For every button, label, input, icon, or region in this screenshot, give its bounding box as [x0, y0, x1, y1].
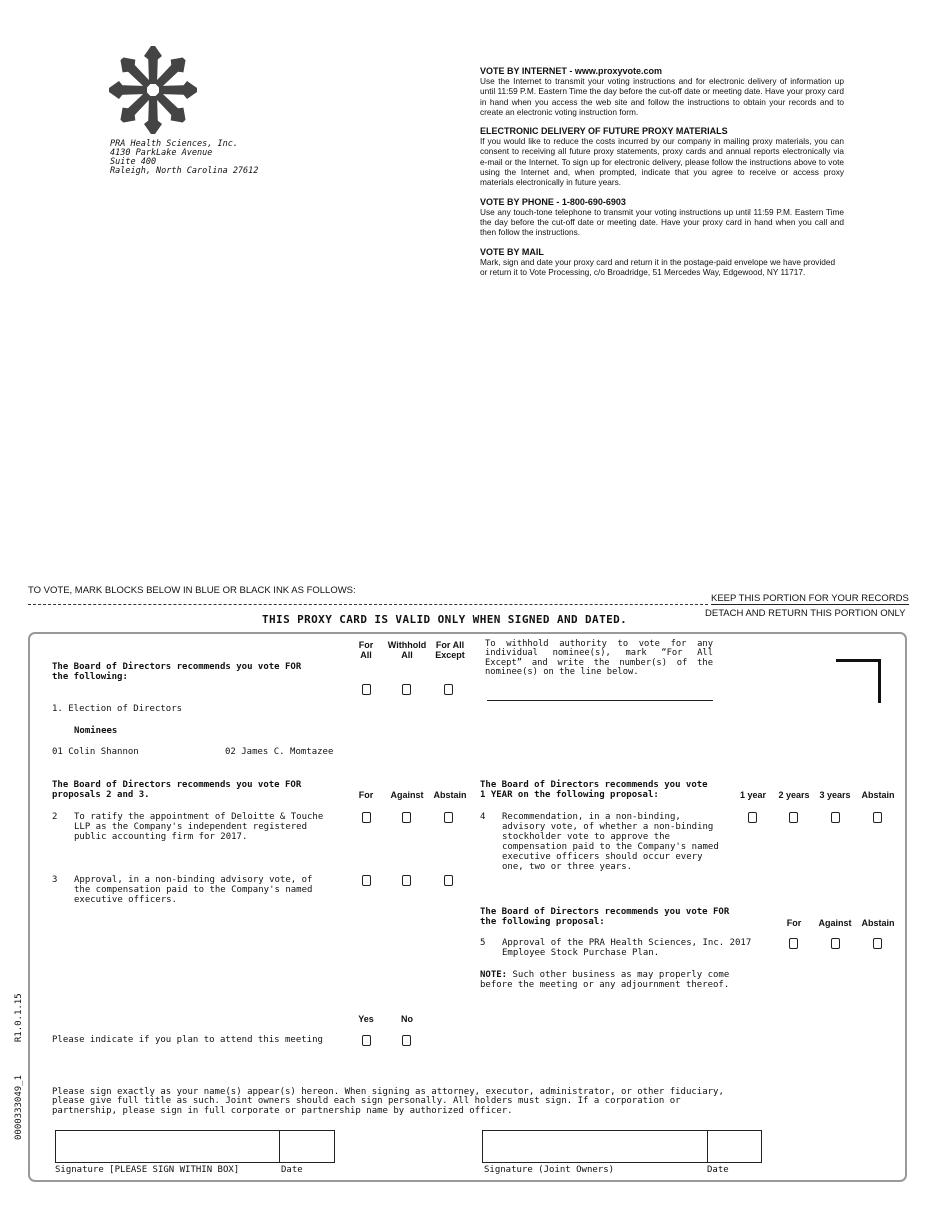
- checkbox-p5-for[interactable]: [789, 938, 798, 949]
- company-address: [110, 140, 310, 176]
- joint-signature-label: Signature (Joint Owners): [484, 1165, 615, 1175]
- nominees-label: Nominees: [74, 726, 118, 736]
- mail-vote-text: Mark, sign and date your proxy card and return it in the postage-paid envelope we have provided or return it to Vote Processing, c/o Broadridge, 51 Mercedes Way, Edgewood, NY 11717.: [480, 256, 836, 277]
- checkbox-for-all[interactable]: [362, 684, 371, 695]
- detach-portion-label: DETACH AND RETURN THIS PORTION ONLY: [705, 608, 906, 619]
- attend-question: Please indicate if you plan to attend this meeting: [52, 1035, 323, 1045]
- date-label: Date: [281, 1165, 303, 1175]
- electronic-delivery-text: If you would like to reduce the costs incurred by our company in mailing proxy materials, you can consent to receiving all future proxy statements, proxy cards and annual reports electronically via e-mail or the Internet. To sign up for electronic delivery, please follow the instructions above to vote using the Internet and, when prompted, indicate that you agree to receive or access proxy materials electronically in future years.: [480, 136, 844, 188]
- proposal-4-text: Recommendation, in a non-binding, advisory vote, of whether a non-binding stockholder vote to approve the compensation paid to the Company's named executive officers should occur every one, two or three years.: [502, 812, 719, 872]
- checkbox-p3-against[interactable]: [402, 875, 411, 886]
- electronic-delivery-title: ELECTRONIC DELIVERY OF FUTURE PROXY MATERIALS: [480, 126, 728, 137]
- checkbox-p3-for[interactable]: [362, 875, 371, 886]
- joint-signature-box[interactable]: [482, 1130, 708, 1163]
- checkbox-p2-for[interactable]: [362, 812, 371, 823]
- col-for-all-except: For All Except: [435, 640, 465, 660]
- proposal-3-text: Approval, in a non-binding advisory vote, of the compensation paid to the Company's named executive officers.: [74, 875, 313, 905]
- internet-vote-text: Use the Internet to transmit your voting instructions and for electronic delivery of information up until 11:59 P.M. Eastern Time the day before the cut-off date or meeting date. Have your proxy card in hand when you access the web site and follow the instructions to obtain your records and to create an electronic voting instruction form.: [480, 76, 844, 117]
- col-withhold-all: Withhold All: [387, 640, 427, 660]
- col-abstain-p5: Abstain: [861, 918, 895, 928]
- proposal-5-number: 5: [480, 938, 486, 948]
- address-line-2: Suite 400: [110, 157, 157, 167]
- company-logo: [106, 44, 200, 136]
- mail-vote-title: VOTE BY MAIL: [480, 246, 544, 257]
- note-text: Such other business as may properly come before the meeting or any adjournment thereof.: [480, 970, 730, 990]
- checkbox-p2-abstain[interactable]: [444, 812, 453, 823]
- reference-code: 0000333049_1: [14, 1074, 24, 1140]
- proposal-3-number: 3: [52, 875, 58, 885]
- col-2-years: 2 years: [778, 790, 810, 800]
- col-against: Against: [390, 790, 424, 800]
- col-for-p5: For: [786, 918, 802, 928]
- checkbox-withhold-all[interactable]: [402, 684, 411, 695]
- registration-mark: [836, 659, 881, 703]
- proposal-4-recommendation: The Board of Directors recommends you vote 1 YEAR on the following proposal:: [480, 780, 708, 800]
- note-label: NOTE:: [480, 970, 508, 980]
- nominee-2: 02 James C. Momtazee: [225, 747, 334, 757]
- col-3-years: 3 years: [819, 790, 851, 800]
- side-reference: [14, 993, 24, 1140]
- checkbox-p4-2-years[interactable]: [789, 812, 798, 823]
- withhold-instructions: To withhold authority to vote for any individual nominee(s), mark “For All Except” and write the number(s) of the nominee(s) on the line below.: [485, 639, 713, 678]
- proposals-2-3-recommendation: The Board of Directors recommends you vote FOR proposals 2 and 3.: [52, 780, 302, 800]
- phone-vote-title: VOTE BY PHONE - 1-800-690-6903: [480, 196, 626, 207]
- address-line-3: Raleigh, North Carolina 27612: [110, 166, 259, 176]
- checkbox-p3-abstain[interactable]: [444, 875, 453, 886]
- revision-code: R1.0.1.15: [14, 993, 24, 1043]
- signature-instructions: Please sign exactly as your name(s) appear(s) hereon. When signing as attorney, executor, administrator, or other fiduciary, please give full title as such. Joint owners should each sign personally. All holders must sign. If a corporation or partnership, please sign in full corporate or partnership name by authorized officer.: [52, 1087, 724, 1116]
- note: [480, 970, 738, 990]
- signature-label: Signature [PLEASE SIGN WITHIN BOX]: [55, 1165, 240, 1175]
- checkbox-for-all-except[interactable]: [444, 684, 453, 695]
- address-line-1: 4130 ParkLake Avenue: [110, 148, 213, 158]
- checkbox-p4-abstain[interactable]: [873, 812, 882, 823]
- col-for-all: For All: [358, 640, 374, 660]
- date-box[interactable]: [279, 1130, 335, 1163]
- election-item: 1. Election of Directors: [52, 704, 183, 714]
- col-abstain-p4: Abstain: [861, 790, 895, 800]
- col-abstain: Abstain: [433, 790, 467, 800]
- company-name: PRA Health Sciences, Inc.: [110, 139, 238, 149]
- joint-date-label: Date: [707, 1165, 729, 1175]
- col-1-year: 1 year: [739, 790, 767, 800]
- checkbox-p5-against[interactable]: [831, 938, 840, 949]
- detach-dashed-line: [28, 604, 708, 605]
- checkbox-attend-no[interactable]: [402, 1035, 411, 1046]
- phone-vote-text: Use any touch-tone telephone to transmit your voting instructions up until 11:59 P.M. Eastern Time the day before the cut-off date or meeting date. Have your proxy card in hand when you call and then follow the instructions.: [480, 206, 844, 238]
- joint-date-box[interactable]: [707, 1130, 762, 1163]
- checkbox-p5-abstain[interactable]: [873, 938, 882, 949]
- proposal-4-number: 4: [480, 812, 486, 822]
- nominee-1: 01 Colin Shannon: [52, 747, 139, 757]
- col-against-p5: Against: [818, 918, 852, 928]
- internet-vote-title: VOTE BY INTERNET - www.proxyvote.com: [480, 66, 663, 76]
- checkbox-p2-against[interactable]: [402, 812, 411, 823]
- col-for: For: [358, 790, 374, 800]
- col-yes: Yes: [358, 1014, 374, 1024]
- proposal-2-number: 2: [52, 812, 58, 822]
- checkbox-p4-1-year[interactable]: [748, 812, 757, 823]
- checkbox-p4-3-years[interactable]: [831, 812, 840, 823]
- mark-instruction: TO VOTE, MARK BLOCKS BELOW IN BLUE OR BLACK INK AS FOLLOWS:: [28, 585, 356, 596]
- keep-portion-label: KEEP THIS PORTION FOR YOUR RECORDS: [711, 593, 909, 604]
- proposal-2-text: To ratify the appointment of Deloitte & Touche LLP as the Company's independent registered public accounting firm for 2017.: [74, 812, 324, 842]
- exception-line[interactable]: [487, 700, 713, 701]
- checkbox-attend-yes[interactable]: [362, 1035, 371, 1046]
- proposal-5-recommendation: The Board of Directors recommends you vote FOR the following proposal:: [480, 907, 730, 927]
- election-recommendation: The Board of Directors recommends you vote FOR the following:: [52, 662, 302, 682]
- col-no: No: [401, 1014, 413, 1024]
- valid-notice: THIS PROXY CARD IS VALID ONLY WHEN SIGNED AND DATED.: [262, 613, 628, 626]
- voting-instructions: [480, 66, 844, 277]
- signature-box[interactable]: [55, 1130, 280, 1163]
- proposal-5-text: Approval of the PRA Health Sciences, Inc. 2017 Employee Stock Purchase Plan.: [502, 938, 752, 958]
